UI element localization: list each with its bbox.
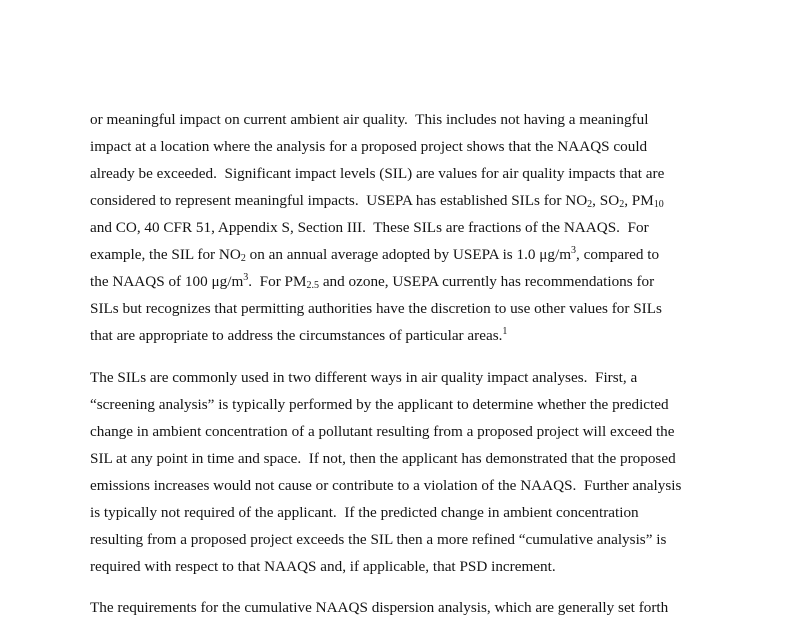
paragraph-1-line-1: or meaningful impact on current ambient air quality. This includes not having a meaningful bbox=[90, 111, 649, 128]
paragraph-2-line-1: The SILs are commonly used in two different ways in air quality impact analyses. First, a bbox=[90, 369, 638, 386]
paragraph-2-line-7: resulting from a proposed project exceeds the SIL then a more refined “cumulative analysis” is bbox=[90, 531, 667, 548]
paragraph-1-line-4: considered to represent meaningful impacts. USEPA has established SILs for $NO_2$, $SO_2$, $PM_{10}$ bbox=[90, 192, 664, 210]
paragraph-1-line-9: that are appropriate to address the circumstances of particular areas.$^1$ bbox=[90, 326, 508, 344]
paragraph-2-line-3: change in ambient concentration of a pollutant resulting from a proposed project will exceed the bbox=[90, 423, 675, 440]
paragraph-1-line-6: example, the SIL for $NO_2$ on an annual average adopted by USEPA is 1.0 $\mu g/m^3$, compared to bbox=[90, 245, 660, 264]
footnote-marker: 1 bbox=[502, 326, 508, 337]
paragraph-2-line-8: required with respect to that NAAQS and, if applicable, that PSD increment. bbox=[90, 558, 556, 575]
paragraph-2-line-2: “screening analysis” is typically performed by the applicant to determine whether the predicted bbox=[90, 396, 669, 413]
paragraph-1-line-5: and CO, 40 CFR 51, Appendix S, Section III. These SILs are fractions of the NAAQS. For bbox=[90, 219, 649, 236]
paragraph-3-line-1: The requirements for the cumulative NAAQS dispersion analysis, which are generally set forth bbox=[90, 599, 669, 616]
paragraph-1-line-8: SILs but recognizes that permitting authorities have the discretion to use other values for SILs bbox=[90, 300, 662, 317]
paragraph-1-line-3: already be exceeded. Significant impact levels (SIL) are values for air quality impacts that are bbox=[90, 165, 665, 182]
paragraph-2-line-5: emissions increases would not cause or contribute to a violation of the NAAQS. Further analysis bbox=[90, 477, 682, 494]
paragraph-2-line-4: SIL at any point in time and space. If not, then the applicant has demonstrated that the proposed bbox=[90, 450, 676, 467]
paragraph-1-line-7: the NAAQS of 100 $\mu g/m^3$. For $PM_{2.5}$ and ozone, USEPA currently has recommendations for bbox=[90, 272, 655, 291]
paragraph-2-line-6: is typically not required of the applicant. If the predicted change in ambient concentration bbox=[90, 504, 639, 521]
paragraph-1-line-2: impact at a location where the analysis for a proposed project shows that the NAAQS could bbox=[90, 138, 648, 155]
